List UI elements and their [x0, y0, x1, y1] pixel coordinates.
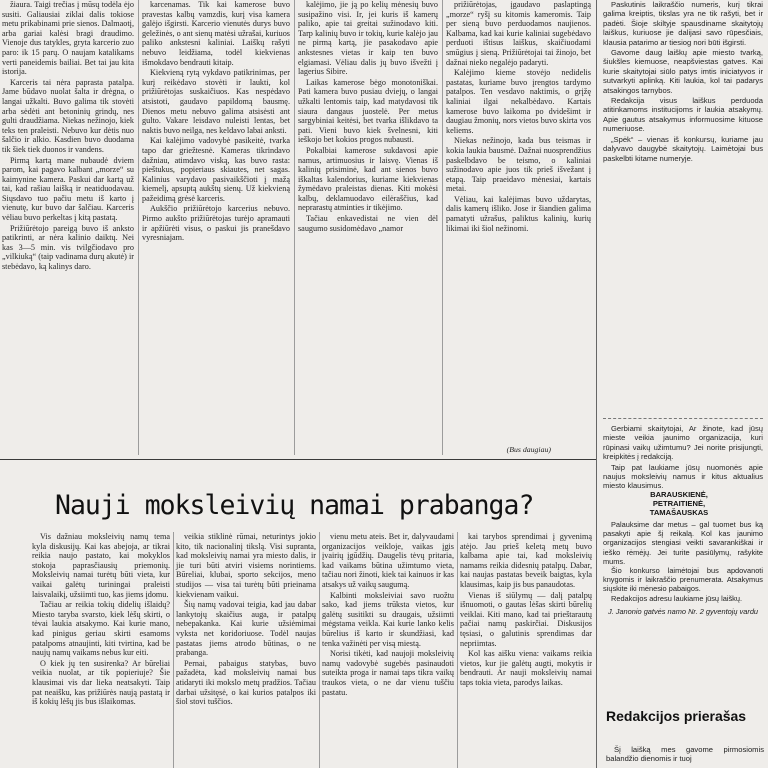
editorial-title: Redakcijos prierašas	[606, 708, 747, 724]
letter-signers: BARAUSKIENĖ, PETRAITIENĖ, TAMAŠAUSKAS	[649, 490, 709, 517]
sidebar-separator	[603, 418, 763, 419]
section-divider	[0, 459, 596, 460]
sidebar-letters: Paskutinis laikraščio numeris, kurį tikrai galima kreiptis, tikslas yra ne tik rašyti, bet ir padėti. Šioje skiltyje spausdiname skaitytojų laiškus, kuriuose jie dalijasi savo rūpesčiais, klausia patarimo ar tiesiog nori būti išgirsti. Gavome daug laiškų apie miesto tvarką, šiukšles kiemuose, neapšviestas gatves. Kai kurie skaitytojai siūlo patys imtis iniciatyvos ir sutvarkyti aplinką. Kiti laukia, kol tai padarys atsakingos tarnybos. Redakcija visus laiškus perduoda atitinkamoms institucijoms ir laukia atsakymų. Apie gautus atsakymus informuosime kituose numeriuose. „Spėk“ – vienas iš konkursų, kuriame jau dalyvavo daugybė skaitytojų. Laimėtojai bus paskelbti kitame numeryje.	[603, 0, 763, 163]
column-divider	[138, 0, 139, 455]
sidebar-notice: Gerbiami skaitytojai, Ar žinote, kad jūsų mieste veikia jaunimo organizacija, kuri rūpinasi vaikų užimtumu? Jei norite prisijungti, kreipkitės į redakciją. Taip pat laukiame jūsų nuomonės apie naujus moksleivių namus ir kitus aktualius miesto klausimus.	[603, 424, 763, 491]
editorial-text: Šį laišką mes gavome pirmosiomis balandžio dienomis ir tuoj	[606, 745, 764, 764]
column-divider	[442, 0, 443, 455]
column-divider	[173, 532, 174, 768]
column-divider	[596, 0, 597, 768]
column-divider	[319, 532, 320, 768]
letter-caption: J. Janonio gatvės namo Nr. 2 gyventojų vardu	[607, 606, 759, 616]
bottom-article-col-3: vienu metu ateis. Bet ir, dalyvaudami organizacijos veikloje, vaikas įgis įvairių įgūdžių. Daugelis tėvų pritaria, kad vaikams būtina užimtumo vieta, tačiau nori žinoti, kiek tai kainuos ir kas atsakys už vaikų saugumą. Kalbinti moksleiviai savo ruožtu sako, kad jiems trūksta vietos, kur galėtų susitikti su draugais, užsiimti mėgstama veikla. Kai kurie lanko kelis būrelius iš karto ir skundžiasi, kad tenka važinėti per visą miestą. Norisi tikėti, kad naujoji moksleivių namų vadovybė sugebės pasinaudoti suteikta proga ir namai taps tikra vaikų traukos vieta, o ne dar vienu tuščiu pastatu.	[322, 532, 454, 697]
column-divider	[457, 532, 458, 768]
top-article-col-2: karcenamas. Tik kai kamerose buvo pravestas kalbų vamzdis, kurį visa kamera galėjo išgirsti. Karcerio vienutės durys buvo geležinės, o ant sienų matėsi užrašai, kuriuos paliko ankstesni kaliniai. Laiškų rašyti nebuvo leidžiama, todėl kiekvienas išmokdavo bendrauti kitaip. Kiekvieną rytą vykdavo patikrinimas, per kurį reikėdavo stovėti ir laukti, kol prižiūrėtojas suskaičiuos. Kas nespėdavo atsistoti, gaudavo papildomą bausmę. Dienos metu nebuvo galima atsisėsti ant gulto. Vakare leisdavo nuleisti lentas, bet naktis buvo neilga, nes keldavo labai anksti. Kai kalėjimo vadovybė pasikeitė, tvarka tapo dar griežtesnė. Kameras tikrindavo dažniau, atimdavo viską, kas buvo rasta: pieštukus, popieriaus skiautes, net sagas. Kalinius varydavo pasivaikščioti į mažą kiemelį, apsuptą aukštų sienų. Už kiekvieną pažeidimą grėsė karceris. Aukščio prižiūrėtojo karcerius nebuvo. Pirmo aukšto prižiūrėtojas turėjo apramauti ir apžiūrėti visus, o paskui jis pranešdavo vyresniajam.	[142, 0, 290, 243]
bottom-article-col-2: veikia stiklinė rūmai, neturintys jokio kito, tik nacionalinį tikslą. Visi supranta, kad moksleivių namai yra miesto dalis, ir jie turi būti atviri visiems norintiems. Būreliai, klubai, sporto sekcijos, meno studijos — visa tai turėtų būti prieinama kiekvienam vaikui. Šių namų vadovai teigia, kad jau dabar lankytojų skaičius auga, ir patalpų nebepakanka. Kai kurie užsiėmimai vyksta net koridoriuose. Todėl naujas pastatas jiems atrodo būtinas, o ne prabanga. Pernai, pabaigus statybas, buvo pažadėta, kad moksleivių namai bus atidaryti iki mokslo metų pradžios. Tačiau darbai užsitęsė, o kai kurios patalpos iki šiol stovi tuščios.	[176, 532, 316, 707]
top-article-col-3: kalėjimo, jie ją po kelių mėnesių buvo susipažino visi. Ir, jei kuris iš kamerų paliko, apie tai greitai sužinodavo kiti. Tarp kalinių buvo ir tokių, kurie kalėjo jau ne pirmą kartą, jie pasakodavo apie ankstesnes vietas ir kaip ten buvo elgiamasi. Vėliau dalis jų buvo išvežti į lagerius Sibire. Laikas kamerose bėgo monotoniškai. Pati kamera buvo pusiau dviejų, o langai užkalti lentomis taip, kad matydavosi tik siaura dangaus juostelė. Per metus sargybiniai keitėsi, bet tvarka išlikdavo ta pati. Vieni buvo kiek švelnesni, kiti ieškojo bet kokios progos nubausti. Pokalbiai kamerose sukdavosi apie namus, artimuosius ir laisvę. Vienas iš kalinių prisiminė, kad ant sienos buvo iškaltas kalendorius, kuriame kiekvienas žymėdavo praleistas dienas. Kiti mokėsi kalbų, deklamuodavo eilėraščius, kad neprarastų atminties ir tikėjimo. Tačiau enkavedistai ne vien dėl saugumo susidomėdavo „namor	[298, 0, 438, 233]
article-continued-note: (Bus daugiau)	[506, 445, 551, 454]
bottom-article-col-1: Vis dažniau moksleivių namų tema kyla diskusijų. Kai kas abejoja, ar tikrai reikia naujo pastato, kai mokyklos stokoja paprasčiausių priemonių. Moksleivių namai turėtų būti vieta, kur vaikai galėtų turiningai praleisti laisvalaikį, užsiimti tuo, kas jiems įdomu. Tačiau ar reikia tokių didelių išlaidų? Miesto taryba svarsto, kiek lėšų skirti, o tėvai laukia atsakymo. Kai kurie mano, kad pinigus geriau skirti esamoms patalpoms atnaujinti, kiti tvirtina, kad be naujų namų vaikams nebus kur eiti. O kiek jų ten susirenka? Ar būreliai veikia nuolat, ar tik popieriuje? Šie klausimai vis dar lieka neatsakyti. Taip pat neaišku, kas prižiūrės naują pastatą ir iš kokių lėšų jis bus išlaikomas.	[32, 532, 170, 707]
top-article-col-1: žiaura. Taigi trečias į mūsų todėla ėjo susiti. Galiausiai ziklai dalis tokiose metu prikabinami prie sienos. Dalmaotį, arba gariai kalėsi bragi draudimo. Vienoje dus tatykles, gryta karcerio zuo paro: ik 15 parų. O naujam katalikams verti paneidemis bailiai. Bet tai jau kita istorija. Karceris tai nėra paprasta patalpa. Jame būdavo nuolat šalta ir drėgna, o langai užkalti. Buvo galima tik stovėti arba sėdėti ant betoninių grindų, nes gulti draudžiama. Niekas nežinojo, kiek teks ten praleisti. Nebuvo kur dėtis nuo šalčio ir alkio. Kasdien buvo duodama tik šiek tiek duonos ir vandens. Pirmą kartą mane nubaudė dviem parom, kai pagavo kalbant „morze“ su kaimynine kamera. Paskui dar kartą už tai, kad rašiau laišką ir neatiduodavau. Siųsdavo tuo pačiu metu iš karto į vienutę, kur buvo dar šalčiau. Karceris vėliau buvo perkeltas į kitą pastatą. Prižiūrėtojo pareigą buvo iš anksto patikrinti, ar nėra kalinio daiktų. Nei kas 3—5 min. vis tvilgčiodavo pro „vilkiuką“ (taip vadinama durų akutė) ir stebėdavo, ką kalinys daro.	[2, 0, 134, 272]
sidebar-letter: Palauksime dar metus – gal tuomet bus ką pasakyti apie šį reikalą. Kol kas jaunimo organizacijos stengiasi veikti savarankiškai ir ieško rėmėjų. Jei turite pasiūlymų, rašykite mums. Šio konkurso laimėtojai bus apdovanoti knygomis ir laikraščio prenumerata. Atsakymus siųskite iki mėnesio pabaigos. Redakcijos adresu laukiame jūsų laiškų. J. Janonio gatvės namo Nr. 2 gyventojų vardu	[603, 520, 763, 616]
article-headline: Nauji moksleivių namai prabanga?	[55, 490, 534, 521]
bottom-article-col-4: kai tarybos sprendimai į gyvenimą atėjo. Jau prieš keletą metų buvo kalbama apie tai, kad moksleivių namams reikia didesnių patalpų. Dabar, kai naujas pastatas beveik baigtas, kyla klausimas, kaip jis bus panaudotas. Vienas iš siūlymų — dalį patalpų išnuomoti, o gautas lėšas skirti būrelių veiklai. Kiti mano, kad tai prieštarautų pačiai namų paskirčiai. Diskusijos tęsiasi, o galutinis sprendimas dar nepriimtas. Kol kas aišku viena: vaikams reikia vietos, kur jie galėtų augti, mokytis ir bendrauti. Ar nauji moksleivių namai taps tokia vieta, parodys laikas.	[460, 532, 592, 687]
column-divider	[294, 0, 295, 455]
top-article-col-4: prižiūrėtojas, įgaudavo paslaptingą „morze“ ryšį su kitomis kameromis. Taip per sieną buvo perduodamos naujienos. Kalbama, kad kai kurie kaliniai sugebėdavo perduoti ištisus laiškus, skaičiuodami smūgius į sieną. Prižiūrėtojai tai žinojo, bet dažnai nieko negalėjo padaryti. Kalėjimo kieme stovėjo nedidelis pastatas, kuriame buvo įrengtos tardymo patalpos. Ten vesdavo naktimis, o grįžę kaliniai ilgai nekalbėdavo. Kartais kamerose buvo laikoma po dvidešimt ir daugiau žmonių, nors vietos buvo skirta vos keliems. Niekas nežinojo, kada bus teismas ir kokia laukia bausmė. Dažnai nuosprendžius paskelbdavo be teismo, o kaliniai sužinodavo apie juos tik prieš išvežant į etapą. Taip praeidavo mėnesiai, kartais metai. Vėliau, kai kalėjimas buvo uždarytas, dalis kamerų išliko. Jose ir šiandien galima pamatyti užrašus, paliktus kalinių, kurių likimai iki šiol nežinomi.	[446, 0, 591, 233]
